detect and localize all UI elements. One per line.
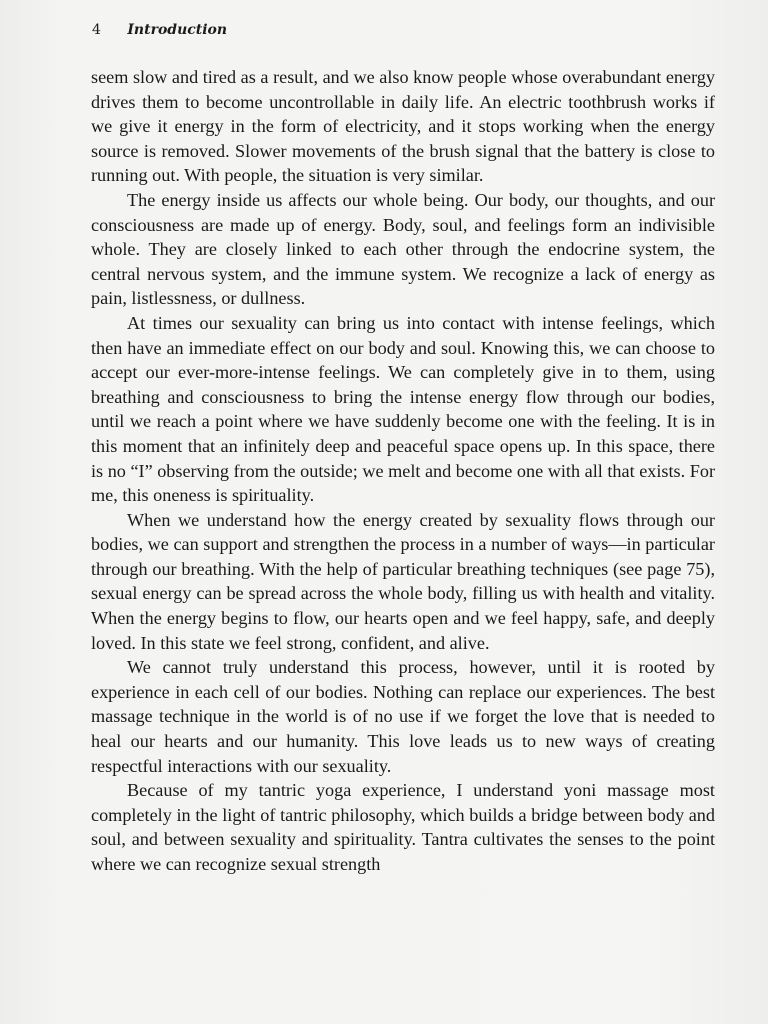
paragraph-2: The energy inside us affects our whole being. Our body, our thoughts, and our consciousness are made up of energy. Body, soul, and feelings form an indivisible whole. They are closely linked to each other through the endocrine system, the central nervous system, and the immune system. We recognize a lack of energy as pain, listlessness, or dullness. (91, 189, 715, 309)
section-title: Introduction (127, 22, 228, 38)
running-head (92, 22, 227, 38)
paragraph-3: At times our sexuality can bring us into contact with intense feelings, which then have an immediate effect on our body and soul. Knowing this, we can choose to accept our ever-more-intense feelings. We can completely give in to them, using breathing and consciousness to bring the intense energy flow through our bodies, until we reach a point where we have suddenly become one with the feeling. It is in this moment that an infinitely deep and peaceful space opens up. In this space, there is no “I” observing from the outside; we melt and become one with all that exists. For me, this oneness is spirituality. (91, 312, 715, 506)
paragraph-1: seem slow and tired as a result, and we also know people whose overabundant energy drives them to become uncontrollable in daily life. An electric toothbrush works if we give it energy in the form of electricity, and it stops working when the energy source is removed. Slower movements of the brush signal that the battery is close to running out. With people, the situation is very similar. (91, 67, 715, 186)
paragraph-5: We cannot truly understand this process, however, until it is rooted by experience in each cell of our bodies. Nothing can replace our experiences. The best massage technique in the world is of no use if we forget the love that is needed to heal our hearts and our humanity. This love leads us to new ways of creating respectful interactions with our sexuality. (91, 657, 715, 776)
paragraph-6: Because of my tantric yoga experience, I understand yoni massage most completely in the light of tantric philosophy, which builds a bridge between body and soul, and between sexuality and spirituality. Tantra cultivates the senses to the point where we can recognize sexual strength (91, 780, 715, 874)
paragraph-4: When we understand how the energy created by sexuality flows through our bodies, we can support and strengthen the process in a number of ways—in particular through our breathing. With the help of particular breathing techniques (see page 75), sexual energy can be spread across the whole body, filling us with health and vitality. When the energy begins to flow, our hearts open and we feel happy, safe, and deeply loved. In this state we feel strong, confident, and alive. (91, 509, 715, 653)
page-number: 4 (92, 22, 101, 38)
body-text (91, 65, 715, 877)
